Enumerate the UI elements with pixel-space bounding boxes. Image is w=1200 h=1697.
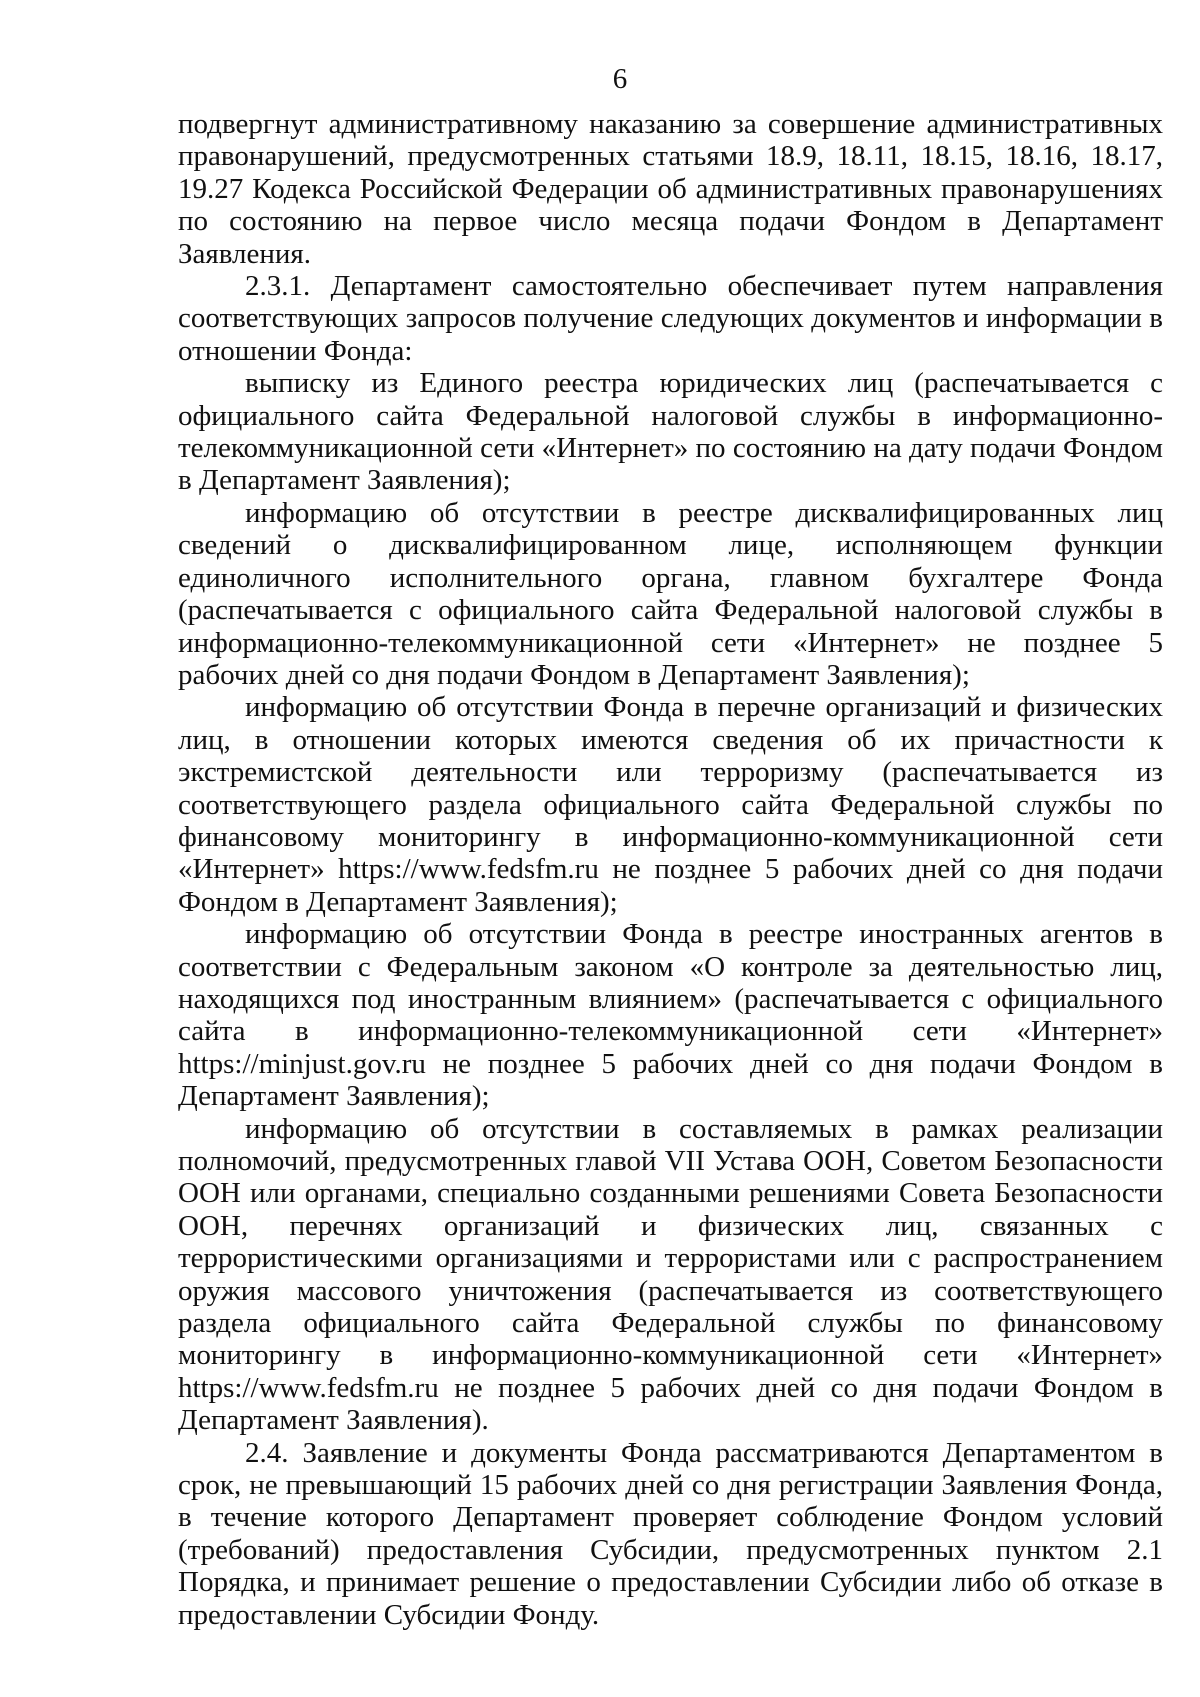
- paragraph-un-sanctions: информацию об отсутствии в составляемых в рамках реализации полномочий, предусмотренных главой VII Устава ООН, Советом Безопасности ООН или органами, специально созданными решениями Совета Безопасности ООН, перечнях организаций и физических лиц, связанных с террористическими организациями и террористами или с распространением оружия массового уничтожения (распечатывается из соответствующего раздела официального сайта Федеральной службы по финансовому мониторингу в информационно-коммуникационной сети «Интернет» https://www.fedsfm.ru не позднее 5 рабочих дней со дня подачи Фондом в Департамент Заявления).: [178, 1112, 1163, 1437]
- paragraph-clause-2-4: 2.4. Заявление и документы Фонда рассматриваются Департаментом в срок, не превышающий 15 рабочих дней со дня регистрации Заявления Фонда, в течение которого Департамент проверяет соблюдение Фондом условий (требований) предоставления Субсидии, предусмотренных пунктом 2.1 Порядка, и принимает решение о предоставлении Субсидии либо об отказе в предоставлении Субсидии Фонду.: [178, 1436, 1163, 1631]
- paragraph-extremism-list: информацию об отсутствии Фонда в перечне организаций и физических лиц, в отношении которых имеются сведения об их причастности к экстремистской деятельности или терроризму (распечатывается из соответствующего раздела официального сайта Федеральной службы по финансовому мониторингу в информационно-коммуникационной сети «Интернет» https://www.fedsfm.ru не позднее 5 рабочих дней со дня подачи Фондом в Департамент Заявления);: [178, 691, 1163, 918]
- document-body: [178, 108, 1163, 1631]
- paragraph-egrul-extract: выписку из Единого реестра юридических лиц (распечатывается с официального сайта Федеральной налоговой службы в информационно-телекоммуникационной сети «Интернет» по состоянию на дату подачи Фондом в Департамент Заявления);: [178, 367, 1163, 497]
- paragraph-disqualified-persons: информацию об отсутствии в реестре дисквалифицированных лиц сведений о дисквалифицированном лице, исполняющем функции единоличного исполнительного органа, главном бухгалтере Фонда (распечатывается с официального сайта Федеральной налоговой службы в информационно-телекоммуникационной сети «Интернет» не позднее 5 рабочих дней со дня подачи Фондом в Департамент Заявления);: [178, 496, 1163, 691]
- paragraph-clause-2-3-1: 2.3.1. Департамент самостоятельно обеспечивает путем направления соответствующих запросов получение следующих документов и информации в отношении Фонда:: [178, 270, 1163, 367]
- paragraph-foreign-agents: информацию об отсутствии Фонда в реестре иностранных агентов в соответствии с Федеральным законом «О контроле за деятельностью лиц, находящихся под иностранным влиянием» (распечатывается с официального сайта в информационно-телекоммуникационной сети «Интернет» https://minjust.gov.ru не позднее 5 рабочих дней со дня подачи Фондом в Департамент Заявления);: [178, 918, 1163, 1113]
- paragraph-continuation: подвергнут административному наказанию за совершение административных правонарушений, предусмотренных статьями 18.9, 18.11, 18.15, 18.16, 18.17, 19.27 Кодекса Российской Федерации об административных правонарушениях по состоянию на первое число месяца подачи Фондом в Департамент Заявления.: [178, 108, 1163, 270]
- page-number: 6: [612, 63, 628, 95]
